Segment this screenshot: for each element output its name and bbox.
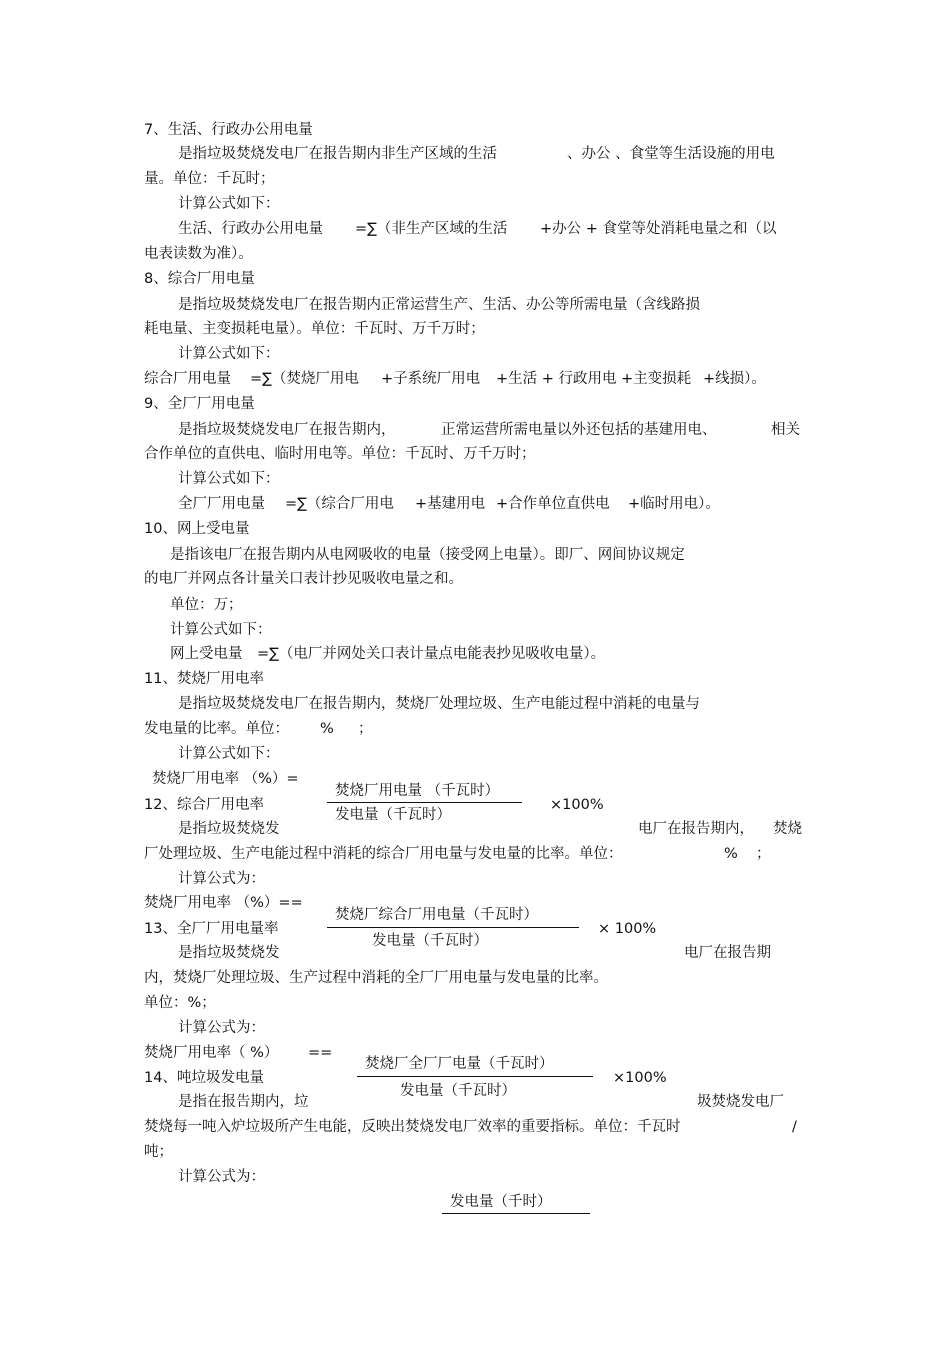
- section-9-formula-intro: 计算公式如下：: [178, 471, 280, 487]
- section-7-unit: 量。单位：千瓦时；: [144, 171, 275, 187]
- section-11-unit-end: ；: [358, 721, 373, 737]
- section-11-unit-value: %: [320, 721, 334, 737]
- section-13-definition-line2: 内，焚烧厂处理垃圾、生产过程中消耗的全厂厂用电量与发电量的比率。: [144, 970, 608, 986]
- section-11-formula-lhs: 焚烧厂用电率 （%）=: [152, 771, 299, 787]
- section-14-title: 14、吨垃圾发电量: [144, 1070, 264, 1086]
- section-10-definition: 是指该电厂在报告期内从电网吸收的电量（接受网上电量）。即厂、网间协议规定: [170, 547, 685, 563]
- section-13-unit: 单位：%；: [144, 995, 216, 1011]
- section-11-formula-intro: 计算公式如下：: [178, 746, 280, 762]
- section-12-definition-line2: 厂处理垃圾、生产电能过程中消耗的综合厂用电量与发电量的比率。单位：: [144, 846, 623, 862]
- section-11-formula-numerator: 焚烧厂用电量 （千瓦时）: [335, 783, 500, 799]
- section-14-definition-line2: 焚烧每一吨入炉垃圾所产生电能，反映出焚烧发电厂效率的重要指标。单位：千瓦时: [144, 1119, 681, 1135]
- section-8-definition-cont: 耗电量、主变损耗电量）。单位：千瓦时、万千万时；: [144, 321, 485, 337]
- section-8-definition: 是指垃圾焚烧发电厂在报告期内正常运营生产、生活、办公等所需电量（含线路损: [178, 297, 700, 313]
- section-11-formula-denominator: 发电量（千瓦时）: [335, 807, 451, 823]
- section-9-title: 9、全厂厂用电量: [144, 396, 255, 412]
- section-8-formula-term-1: =∑（焚烧厂用电: [250, 371, 359, 387]
- section-12-fraction-bar: [327, 927, 579, 928]
- section-11-title: 11、焚烧厂用电率: [144, 671, 264, 687]
- section-9-definition: 是指垃圾焚烧发电厂在报告期内，: [178, 422, 396, 438]
- section-13-formula-lhs: 焚烧厂用电率（ %）: [144, 1045, 279, 1061]
- section-13-title: 13、全厂厂用电量率: [144, 921, 279, 937]
- section-9-formula-term-2: +基建用电: [415, 496, 486, 512]
- section-14-unit-end: 吨；: [144, 1144, 173, 1160]
- section-7-formula-sum: =∑（非生产区域的生活: [355, 221, 508, 237]
- section-8-formula-term-5: +线损）。: [703, 371, 766, 387]
- section-12-formula-intro: 计算公式为：: [178, 871, 265, 887]
- section-12-title: 12、综合厂用电率: [144, 797, 264, 813]
- section-7-title: 7、生活、行政办公用电量: [144, 122, 313, 138]
- section-12-unit-end: ；: [756, 846, 771, 862]
- section-12-definition-cont: 电厂在报告期内，: [638, 821, 754, 837]
- section-7-formula-rest: +办公 + 食堂等处消耗电量之和（以: [540, 221, 777, 237]
- section-11-definition: 是指垃圾焚烧发电厂在报告期内，焚烧厂处理垃圾、生产电能过程中消耗的电量与: [178, 696, 700, 712]
- section-13-formula-multiplier: ×100%: [613, 1070, 667, 1086]
- section-9-formula-term-3: +合作单位直供电: [496, 496, 610, 512]
- section-14-formula-numerator: 发电量（千时）: [450, 1194, 552, 1210]
- section-9-formula-lhs: 全厂厂用电量: [178, 496, 265, 512]
- section-8-formula-lhs: 综合厂用电量: [144, 371, 231, 387]
- section-13-definition-cont: 电厂在报告期: [684, 945, 771, 961]
- section-7-formula-note: 电表读数为准）。: [144, 246, 253, 262]
- section-14-formula-intro: 计算公式为：: [178, 1169, 265, 1185]
- section-14-definition: 是指在报告期内，垃: [178, 1094, 309, 1110]
- section-11-formula-multiplier: ×100%: [550, 797, 604, 813]
- section-7-definition: 是指垃圾焚烧发电厂在报告期内非生产区域的生活: [178, 146, 497, 162]
- section-14-unit-slash: /: [792, 1119, 797, 1135]
- section-14-fraction-bar: [442, 1213, 590, 1214]
- section-10-title: 10、网上受电量: [144, 521, 250, 537]
- section-13-definition: 是指垃圾焚烧发: [178, 945, 280, 961]
- section-12-formula-denominator: 发电量（千瓦时）: [372, 933, 488, 949]
- section-9-formula-term-4: +临时用电）。: [628, 496, 720, 512]
- section-9-definition-end: 相关: [771, 422, 800, 438]
- section-12-definition: 是指垃圾焚烧发: [178, 821, 280, 837]
- section-9-unit: 合作单位的直供电、临时用电等。单位：千瓦时、万千万时；: [144, 446, 536, 462]
- section-13-fraction-bar: [357, 1076, 593, 1077]
- section-7-formula-intro: 计算公式如下：: [178, 196, 280, 212]
- section-10-unit: 单位：万；: [170, 597, 243, 613]
- section-12-definition-end: 焚烧: [773, 821, 802, 837]
- section-10-definition-cont: 的电厂并网点各计量关口表计抄见吸收电量之和。: [144, 571, 463, 587]
- section-8-formula-term-4: +主变损耗: [621, 371, 692, 387]
- section-8-title: 8、综合厂用电量: [144, 271, 255, 287]
- section-13-formula-denominator: 发电量（千瓦时）: [400, 1083, 516, 1099]
- section-10-formula-lhs: 网上受电量: [170, 646, 243, 662]
- section-12-formula-numerator: 焚烧厂综合厂用电量（千瓦时）: [335, 907, 538, 923]
- section-10-formula-rhs: =∑（电厂并网处关口表计量点电能表抄见吸收电量）。: [257, 646, 606, 662]
- section-13-formula-numerator: 焚烧厂全厂厂电量（千瓦时）: [365, 1056, 554, 1072]
- section-12-formula-multiplier: × 100%: [598, 921, 657, 937]
- section-7-definition-cont: 、办公 、食堂等生活设施的用电: [567, 146, 775, 162]
- section-13-formula-intro: 计算公式为：: [178, 1020, 265, 1036]
- section-13-formula-equals: ==: [308, 1045, 333, 1061]
- section-11-fraction-bar: [327, 802, 522, 803]
- section-14-definition-cont: 圾焚烧发电厂: [697, 1094, 784, 1110]
- section-12-unit-value: %: [724, 846, 738, 862]
- section-8-formula-term-3: +生活 + 行政用电: [496, 371, 617, 387]
- section-9-formula-term-1: =∑（综合厂用电: [285, 496, 394, 512]
- section-11-unit-label: 发电量的比率。单位：: [144, 721, 289, 737]
- section-12-formula-lhs: 焚烧厂用电率 （%）==: [144, 895, 303, 911]
- section-10-formula-intro: 计算公式如下：: [170, 622, 272, 638]
- section-8-formula-term-2: +子系统厂用电: [381, 371, 481, 387]
- section-7-formula-lhs: 生活、行政办公用电量: [178, 221, 323, 237]
- section-9-definition-cont: 正常运营所需电量以外还包括的基建用电、: [441, 422, 717, 438]
- section-8-formula-intro: 计算公式如下：: [178, 346, 280, 362]
